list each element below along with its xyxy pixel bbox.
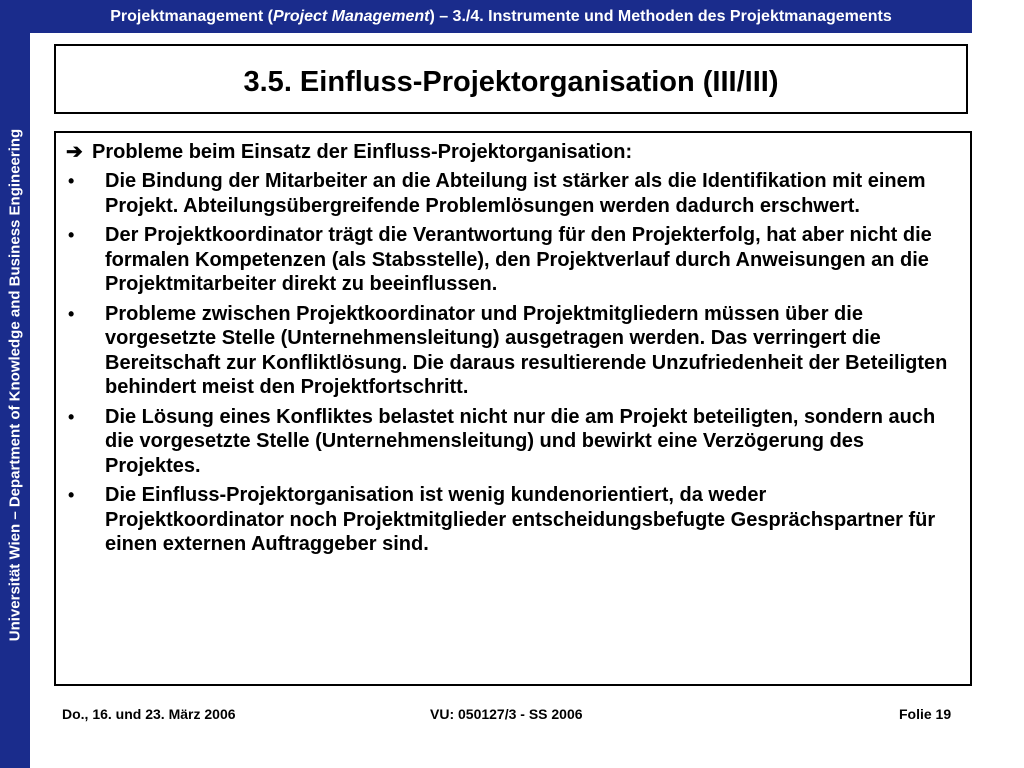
intro-text: Probleme beim Einsatz der Einfluss-Projektorganisation:: [92, 141, 633, 163]
bullet-icon: •: [68, 406, 75, 427]
bullet-icon: •: [68, 171, 75, 191]
bullet-text: Die Bindung der Mitarbeiter an die Abteilung ist stärker als die Identifikation mit einem Projekt. Abteilungsübergreifende Problemlösungen werden dadurch erschwert.: [105, 170, 926, 217]
list-item: [66, 223, 950, 297]
sidebar-label: Universität Wien – Department of Knowledge and Business Engineering: [6, 128, 24, 642]
header-bar: [30, 0, 972, 33]
bullet-text: Die Lösung eines Konfliktes belastet nicht nur die am Projekt beteiligten, sondern auch die vorgesetzte Stelle (Unternehmensleitung) und bewirkt eine Verzögerung des Projektes.: [105, 405, 936, 477]
bullet-list: [66, 169, 950, 557]
list-item: [66, 483, 950, 557]
list-item: [66, 169, 950, 218]
header-text-start: Projektmanagement (: [110, 7, 273, 25]
arrow-right-icon: ➔: [66, 141, 83, 163]
sidebar-bar: [0, 0, 30, 768]
bullet-text: Probleme zwischen Projektkoordinator und Projektmitgliedern müssen über die vorgesetzte Stelle (Unternehmensleitung) ausgetragen werden. Das verringert die Bereitschaft zur Konfliktlösung. Die daraus resultierende Unzufriedenheit der Beteiligten behindert meist den Projektfortschritt.: [105, 302, 948, 398]
title-box: [54, 44, 968, 114]
list-item: [66, 405, 950, 479]
bullet-text: Der Projektkoordinator trägt die Verantwortung für den Projekterfolg, hat aber nicht die formalen Kompetenzen (als Stabsstelle), den Projektverlauf durch Anweisungen an die Projektmitarbeiter direkt zu beeinflussen.: [105, 224, 932, 295]
page-title: 3.5. Einfluss-Projektorganisation (III/III): [243, 65, 779, 98]
list-item: [66, 302, 950, 400]
bullet-text: Die Einfluss-Projektorganisation ist wenig kundenorientiert, da weder Projektkoordinator noch Projektmitglieder entscheidungsbefugte Gesprächspartner für einen externen Auftraggeber sind.: [105, 484, 936, 555]
footer-date: Do., 16. und 23. März 2006: [62, 706, 236, 722]
footer-slide-number: Folie 19: [899, 706, 952, 722]
content-box: [54, 131, 972, 686]
header-text-end: ) – 3./4. Instrumente und Methoden des Projektmanagements: [429, 7, 892, 25]
bullet-icon: •: [68, 485, 75, 505]
bullet-icon: •: [68, 225, 75, 245]
header-text-italic: Project Management: [272, 7, 430, 25]
intro-line: [66, 140, 950, 164]
footer-course: VU: 050127/3 - SS 2006: [430, 706, 583, 722]
bullet-icon: •: [68, 303, 75, 324]
